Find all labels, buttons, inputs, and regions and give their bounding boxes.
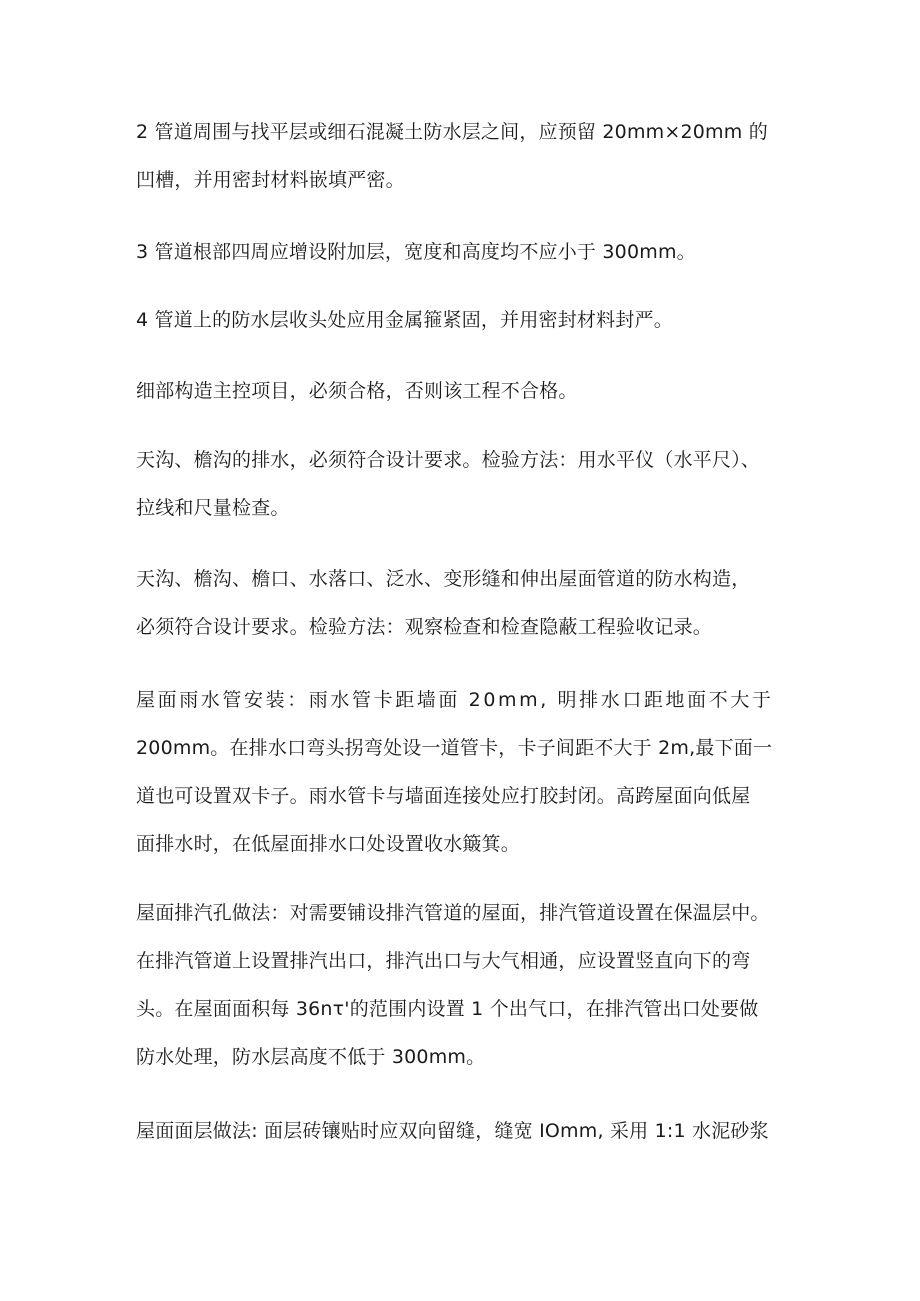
text-line: 头。在屋面面积每 36nτ'的范围内设置 1 个出气口，在排汽管出口处要做 xyxy=(136,998,759,1020)
text-line: 3 管道根部四周应增设附加层，宽度和高度均不应小于 300mm。 xyxy=(136,241,696,263)
text-line: 道也可设置双卡子。雨水管卡与墙面连接处应打胶封闭。高跨屋面向低屋 xyxy=(136,785,751,807)
text-line: 屋面排汽孔做法：对需要铺设排汽管道的屋面，排汽管道设置在保温层中。 xyxy=(136,902,770,924)
paragraph-rain-pipe-install xyxy=(136,676,816,868)
paragraph-pipe-groove xyxy=(136,108,816,204)
text-line: 面排水时，在低屋面排水口处设置收水簸箕。 xyxy=(136,833,521,855)
text-line: 天沟、檐沟的排水，必须符合设计要求。检验方法：用水平仪（水平尺）、 xyxy=(136,449,761,471)
text-line: 200mm。在排水口弯头拐弯处设一道管卡，卡子间距不大于 2m,最下面一 xyxy=(136,737,773,759)
paragraph-roof-surface-method xyxy=(136,1107,816,1155)
text-line: 凹槽，并用密封材料嵌填严密。 xyxy=(136,169,405,191)
text-line: 必须符合设计要求。检验方法：观察检查和检查隐蔽工程验收记录。 xyxy=(136,616,713,638)
text-line: 4 管道上的防水层收头处应用金属箍紧固，并用密封材料封严。 xyxy=(136,309,673,331)
paragraph-waterproof-construction xyxy=(136,555,816,651)
text-line: 拉线和尺量检查。 xyxy=(136,497,290,519)
text-line: 防水处理，防水层高度不低于 300mm。 xyxy=(136,1046,486,1068)
text-line: 屋面面层做法: 面层砖镶贴时应双向留缝，缝宽 IOmm, 采用 1:1 水泥砂浆 xyxy=(136,1120,769,1142)
text-line: 天沟、檐沟、檐口、水落口、泛水、变形缝和伸出屋面管道的防水构造， xyxy=(136,568,751,590)
paragraph-pipe-flashing-end xyxy=(136,296,816,344)
paragraph-pipe-root-layer xyxy=(136,228,816,276)
paragraph-gutter-drainage xyxy=(136,436,816,532)
text-line: 细部构造主控项目，必须合格，否则该工程不合格。 xyxy=(136,380,578,402)
paragraph-roof-vent-method xyxy=(136,889,816,1081)
text-line: 在排汽管道上设置排汽出口，排汽出口与大气相通，应设置竖直向下的弯 xyxy=(136,950,751,972)
paragraph-detail-main-items xyxy=(136,367,816,415)
text-line: 屋面雨水管安装：雨水管卡距墙面 20mm, 明排水口距地面不大于 xyxy=(136,689,774,711)
text-line: 2 管道周围与找平层或细石混凝土防水层之间，应预留 20mm×20mm 的 xyxy=(136,121,768,143)
